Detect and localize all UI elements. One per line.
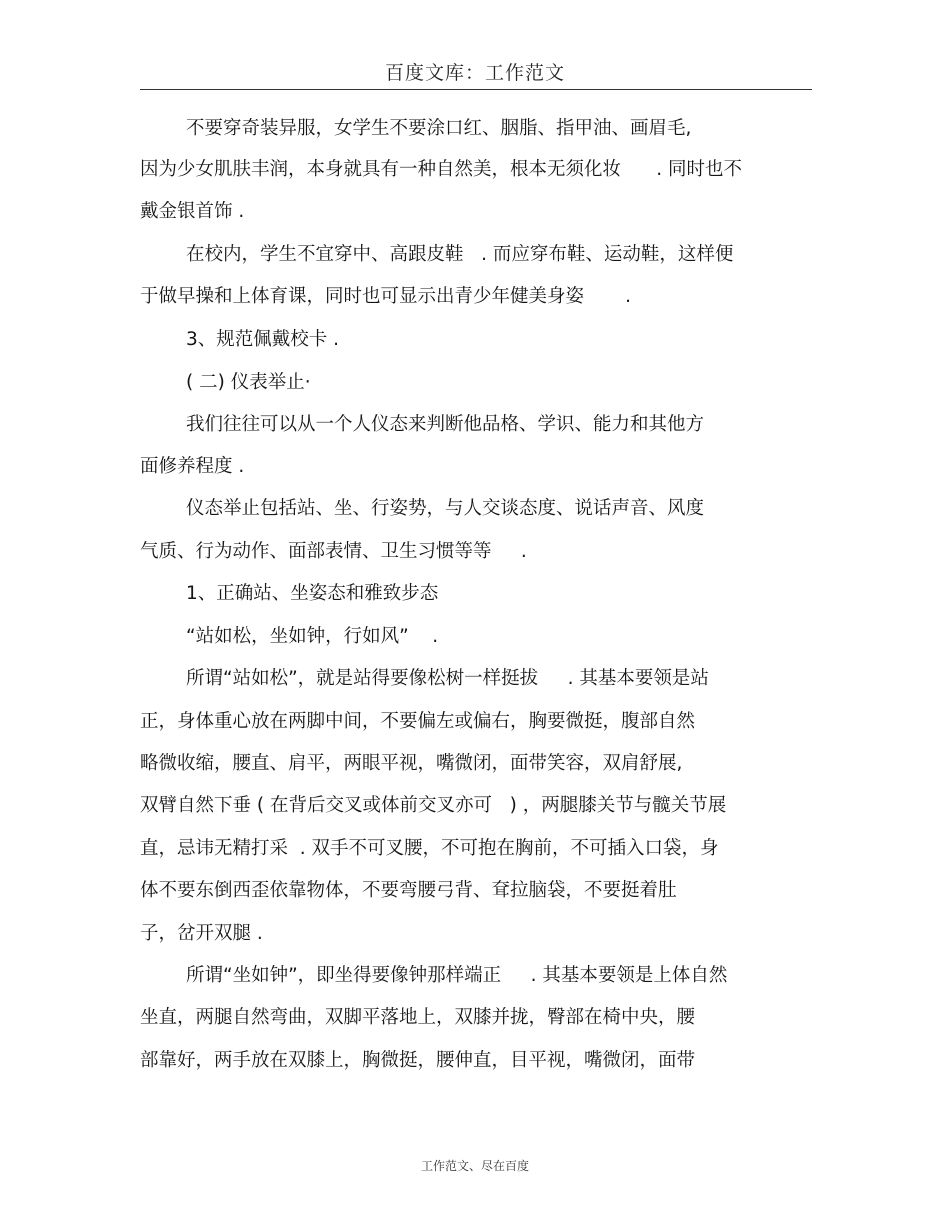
body-line: 面修养程度 . [140, 456, 245, 477]
body-line: 体不要东倒西歪依靠物体，不要弯腰弓背、耷拉脑袋，不要挺着肚 [140, 880, 677, 901]
body-line: ( 二) 仪表举止· [186, 372, 311, 393]
body-line: 直，忌讳无精打采 . 双手不可叉腰，不可抱在胸前，不可插入口袋，身 [140, 838, 719, 859]
body-line: 因为少女肌肤丰润，本身就具有一种自然美，根本无须化妆 . 同时也不 [140, 159, 743, 180]
body-line: 在校内，学生不宜穿中、高跟皮鞋 . 而应穿布鞋、运动鞋，这样便 [186, 244, 734, 265]
body-line: 正，身体重心放在两脚中间，不要偏左或偏右，胸要微挺，腹部自然 [140, 711, 696, 732]
body-line: 不要穿奇装异服，女学生不要涂口红、胭脂、指甲油、画眉毛, [186, 118, 692, 139]
body-line: 于做早操和上体育课，同时也可显示出青少年健美身姿 . [140, 286, 632, 307]
body-line: 1、正确站、坐姿态和雅致步态 [186, 583, 439, 604]
body-line: 子，岔开双腿 . [140, 923, 263, 944]
header-divider [140, 89, 812, 90]
body-line: 双臂自然下垂 ( 在背后交叉或体前交叉亦可 ) ，两腿膝关节与髋关节展 [140, 795, 727, 816]
body-line: 略微收缩，腰直、肩平，两眼平视，嘴微闭，面带笑容，双肩舒展, [140, 753, 683, 774]
body-line: 3、规范佩戴校卡 . [186, 329, 340, 350]
body-line: 坐直，两腿自然弯曲，双脚平落地上，双膝并拢，臀部在椅中央，腰 [140, 1007, 696, 1028]
body-line: 我们往往可以从一个人仪态来判断他品格、学识、能力和其他方 [186, 414, 705, 435]
body-line: 部靠好，两手放在双膝上，胸微挺，腰伸直，目平视，嘴微闭，面带 [140, 1050, 696, 1071]
page-header-title: 百度文库：工作范文 [384, 62, 565, 84]
body-line: 戴金银首饰 . [140, 201, 245, 222]
body-line: “站如松，坐如钟，行如风” . [186, 626, 439, 647]
body-line: 仪态举止包括站、坐、行姿势，与人交谈态度、说话声音、风度 [186, 498, 705, 519]
body-line: 所谓“站如松”，就是站得要像松树一样挺拔 . 其基本要领是站 [186, 668, 709, 689]
body-line: 所谓“坐如钟”，即坐得要像钟那样端正 . 其基本要领是上体自然 [186, 965, 728, 986]
page-footer: 工作范文、尽在百度 [420, 1159, 529, 1173]
body-line: 气质、行为动作、面部表情、卫生习惯等等 . [140, 541, 527, 562]
